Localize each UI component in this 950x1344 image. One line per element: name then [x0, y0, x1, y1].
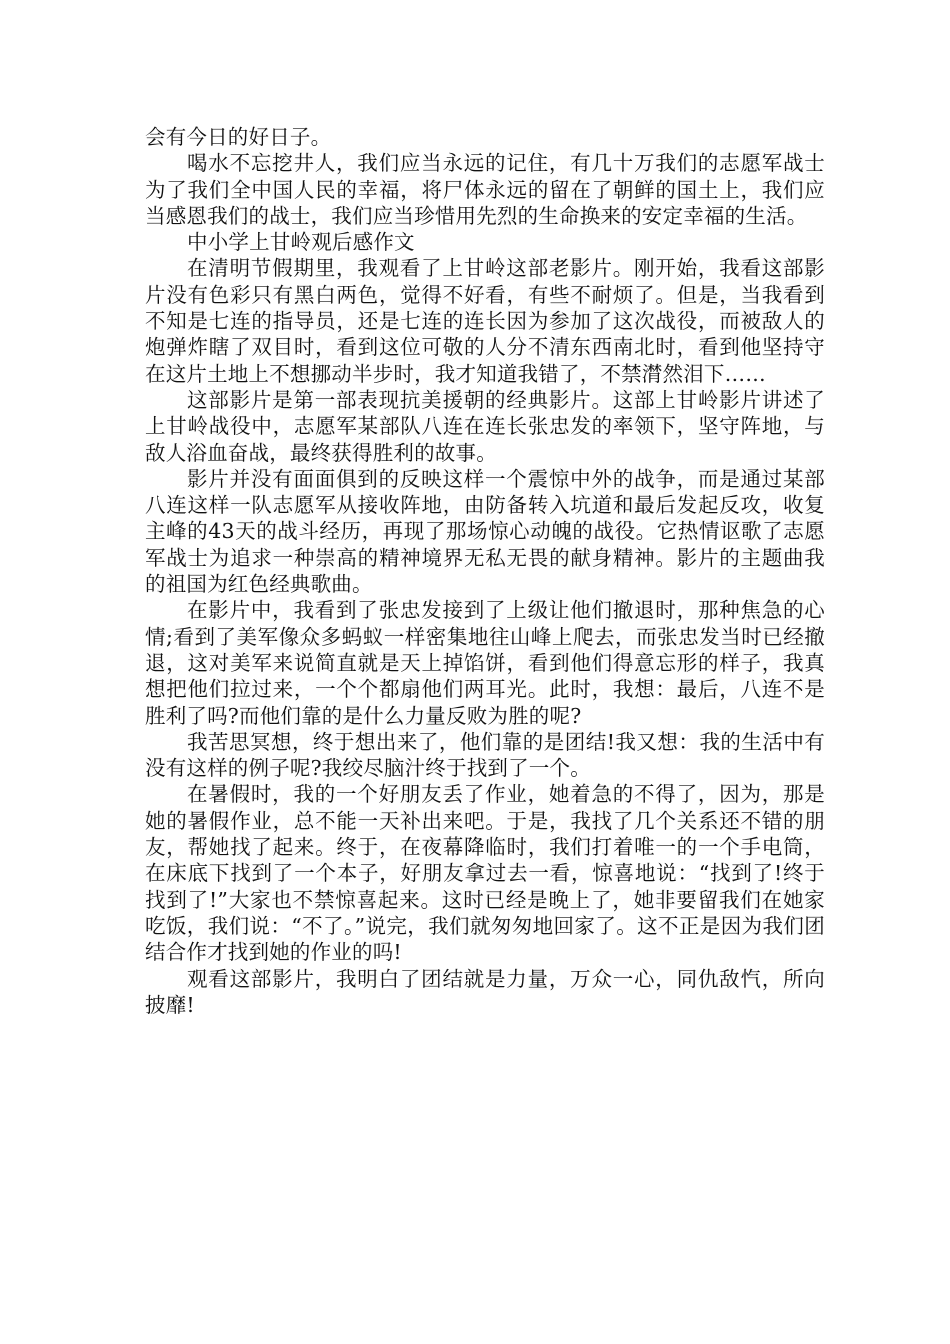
- paragraph: 在暑假时，我的一个好朋友丢了作业，她着急的不得了，因为，那是她的暑假作业，总不能一天补出来吧。于是，我找了几个关系还不错的朋友，帮她找了起来。终于，在夜幕降临时，我们打着唯一的一个手电筒，在床底下找到了一个本子，好朋友拿过去一看，惊喜地说：“找到了!终于找到了!”大家也不禁惊喜起来。这时已经是晚上了，她非要留我们在她家吃饭，我们说：“不了。”说完，我们就匆匆地回家了。这不正是因为我们团结合作才找到她的作业的吗!: [145, 782, 825, 965]
- paragraph: 我苦思冥想，终于想出来了，他们靠的是团结!我又想：我的生活中有没有这样的例子呢?我绞尽脑汁终于找到了一个。: [145, 729, 825, 781]
- section-heading: 中小学上甘岭观后感作文: [187, 230, 415, 255]
- document-body: [145, 124, 825, 1018]
- paragraph: 这部影片是第一部表现抗美援朝的经典影片。这部上甘岭影片讲述了上甘岭战役中，志愿军某部队八连在连长张忠发的率领下，坚守阵地，与敌人浴血奋战，最终获得胜利的故事。: [145, 387, 825, 465]
- paragraph: 喝水不忘挖井人，我们应当永远的记住，有几十万我们的志愿军战士为了我们全中国人民的幸福，将尸体永远的留在了朝鲜的国土上，我们应当感恩我们的战士，我们应当珍惜用先烈的生命换来的安定幸福的生活。: [145, 151, 825, 228]
- paragraph: 在影片中，我看到了张忠发接到了上级让他们撤退时，那种焦急的心情;看到了美军像众多蚂蚁一样密集地往山峰上爬去，而张忠发当时已经撤退，这对美军来说简直就是天上掉馅饼，看到他们得意忘形的样子，我真想把他们拉过来，一个个都扇他们两耳光。此时，我想：最后，八连不是胜利了吗?而他们靠的是什么力量反败为胜的呢?: [145, 598, 825, 728]
- paragraph: 在清明节假期里，我观看了上甘岭这部老影片。刚开始，我看这部影片没有色彩只有黑白两色，觉得不好看，有些不耐烦了。但是，当我看到不知是七连的指导员，还是七连的连长因为参加了这次战役，而被敌人的炮弹炸瞎了双目时，看到这位可敬的人分不清东西南北时，看到他坚持守在这片土地上不想挪动半步时，我才知道我错了，不禁潸然泪下……: [145, 256, 825, 386]
- paragraph-continuation: 会有今日的好日子。: [145, 125, 332, 149]
- paragraph: 观看这部影片，我明白了团结就是力量，万众一心，同仇敌忾，所向披靡!: [145, 966, 825, 1017]
- paragraph: 影片并没有面面俱到的反映这样一个震惊中外的战争，而是通过某部八连这样一队志愿军从接收阵地，由防备转入坑道和最后发起反攻，收复主峰的43天的战斗经历，再现了那场惊心动魄的战役。它热情讴歌了志愿军战士为追求一种崇高的精神境界无私无畏的献身精神。影片的主题曲我的祖国为红色经典歌曲。: [145, 466, 825, 597]
